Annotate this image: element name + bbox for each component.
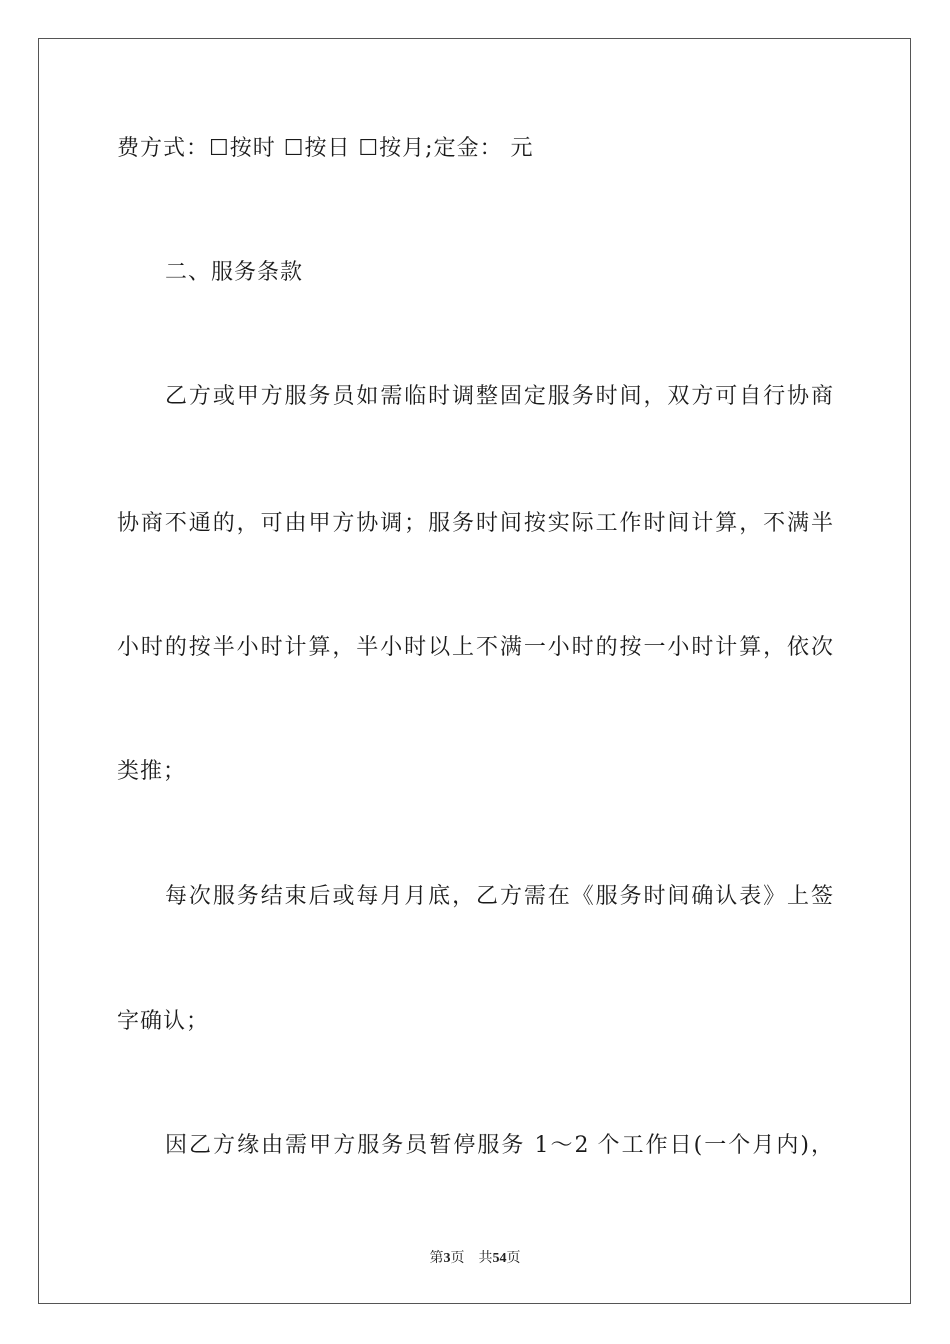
page-footer <box>0 1247 950 1267</box>
paragraph-line: 每次服务结束后或每月月底，乙方需在《服务时间确认表》上签 <box>165 884 833 909</box>
paragraph-line: 乙方或甲方服务员如需临时调整固定服务时间，双方可自行协商 <box>165 384 833 409</box>
page-border <box>38 38 911 1304</box>
footer-page-suffix: 页 <box>450 1251 465 1266</box>
footer-page-total: 54 <box>492 1251 507 1266</box>
paragraph-line: 小时的按半小时计算，半小时以上不满一小时的按一小时计算，依次 <box>117 635 833 660</box>
paragraph-line: 类推； <box>117 759 187 784</box>
footer-total-prefix: 共 <box>478 1251 493 1266</box>
paragraph-line: 协商不通的，可由甲方协调；服务时间按实际工作时间计算，不满半 <box>117 511 833 536</box>
footer-total-suffix: 页 <box>506 1251 521 1266</box>
footer-page-current: 3 <box>443 1251 451 1266</box>
paragraph-line: 字确认； <box>117 1009 210 1034</box>
section-heading-service-terms: 二、服务条款 <box>165 260 304 285</box>
footer-page-prefix: 第 <box>429 1251 444 1266</box>
paragraph-line: 因乙方缘由需甲方服务员暂停服务 1～2 个工作日(一个月内)， <box>165 1133 833 1158</box>
text-line-payment-method: 费方式：☐按时 ☐按日 ☐按月;定金： 元 <box>117 136 534 161</box>
